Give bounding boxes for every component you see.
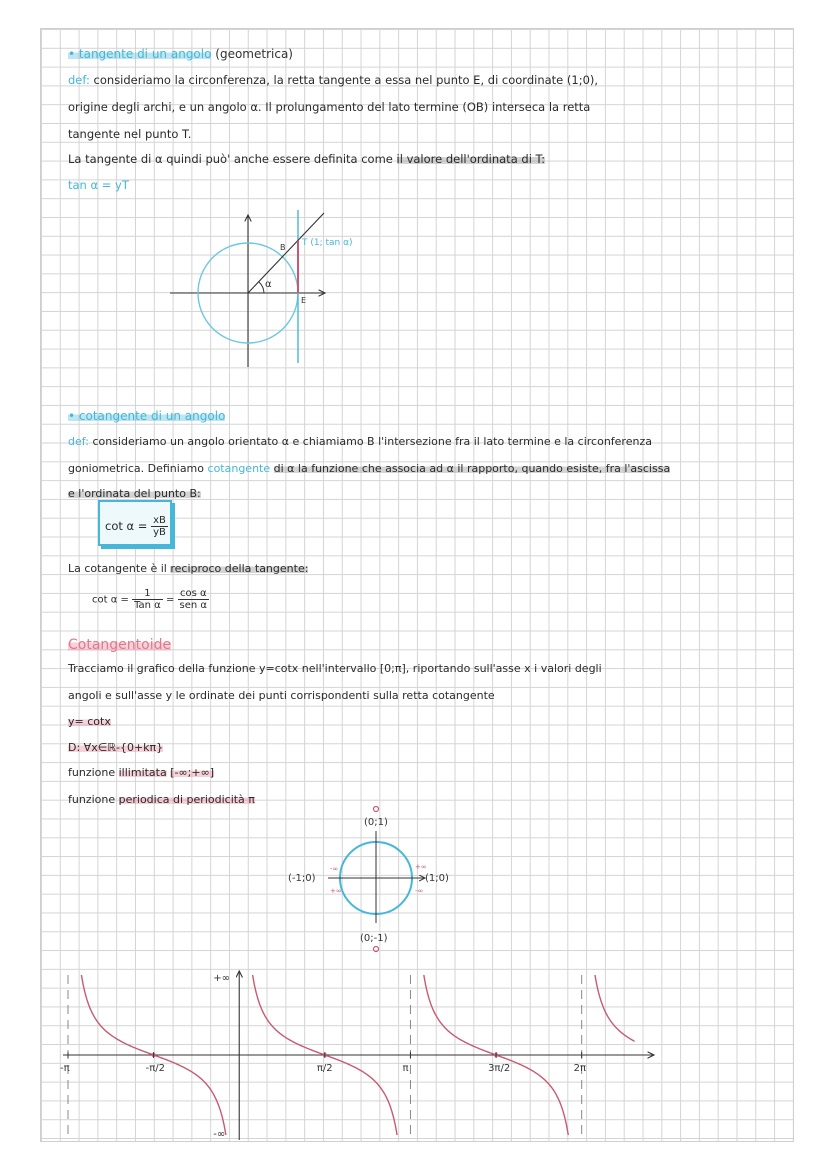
cotangent-definition-line2: goniometrica. Definiamo cotangente di α la funzione che associa ad α il rapporto, quando esiste, fra l'ascissa — [68, 462, 671, 475]
section-title-cotangentoid: Cotangentoide — [68, 637, 172, 653]
cotangent-definition-line3: e l'ordinata del punto B: — [68, 487, 201, 500]
tangent-definition-line3: tangente nel punto T. — [68, 127, 192, 141]
chart-x-tick-label-1: -π/2 — [145, 1063, 165, 1074]
fig2-open-point-bottom — [374, 947, 379, 952]
fig2-label-right: (1;0) — [425, 873, 449, 884]
tangent-definition-line1: def: consideriamo la circonferenza, la retta tangente a essa nel punto E, di coordinate (1;0), — [68, 73, 599, 87]
fig2-right-pos-inf: +∞ — [415, 863, 427, 871]
chart-series-3 — [595, 975, 635, 1041]
chart-x-tick-label-0: -π — [60, 1063, 70, 1074]
chart-x-tick-label-4: 3π/2 — [488, 1063, 511, 1074]
function-domain: D: ∀x∈ℝ-{0+kπ} — [68, 741, 164, 754]
chart-x-tick-label-2: π/2 — [316, 1063, 333, 1074]
section-title-tangent: • tangente di un angolo (geometrica) — [68, 47, 293, 61]
function-periodic: funzione periodica di periodicità π — [68, 793, 255, 806]
fig2-right-neg-inf: -∞ — [415, 887, 424, 895]
function-expression: y= cotx — [68, 715, 111, 728]
fig1-B-label: B — [280, 243, 286, 252]
reciprocal-sentence: La cotangente è il reciproco della tangente: — [68, 562, 309, 575]
fig2-label-bottom: (0;-1) — [360, 933, 388, 944]
reciprocal-formula: cot α = $\frac{1}{\text{Tan α}}$ = $\frac{\text{cos α}}{\text{sen α}}$ — [92, 588, 208, 611]
chart-x-tick-label-5: 2π — [573, 1063, 587, 1074]
fig1-E-label: E — [301, 296, 307, 305]
cotangent-circle-figure — [280, 805, 500, 955]
tangent-definition-line4: La tangente di α quindi può' anche essere definita come il valore dell'ordinata di T: — [68, 152, 546, 166]
chart-x-tick-label-3: π — [402, 1063, 409, 1074]
fig2-label-left: (-1;0) — [288, 873, 316, 884]
fig1-T-label: T (1; tan α) — [302, 238, 353, 248]
chart-y-label-pos-inf: +∞ — [213, 973, 230, 984]
fig2-label-top: (0;1) — [364, 817, 388, 828]
fig1-terminal-side — [248, 213, 324, 293]
tangent-formula: tan α = yT — [68, 178, 129, 192]
section-title-cotangent: • cotangente di un angolo — [68, 409, 226, 423]
cotangentoid-line2: angoli e sull'asse y le ordinate dei punti corrispondenti sulla retta cotangente — [68, 689, 495, 702]
function-unbounded: funzione illimitata [-∞;+∞] — [68, 766, 215, 779]
fig2-left-neg-inf: -∞ — [330, 865, 339, 873]
chart-y-label-neg-inf: -∞ — [213, 1129, 226, 1140]
cotangentoid-line1: Tracciamo il grafico della funzione y=cotx nell'intervallo [0;π], riportando sull'asse x i valori degli — [68, 662, 602, 675]
fig2-open-point-top — [374, 807, 379, 812]
tangent-unit-circle-figure — [160, 205, 360, 375]
fig1-angle-arc — [259, 282, 264, 293]
fig1-alpha-label: α — [265, 279, 272, 290]
tangent-definition-line2: origine degli archi, e un angolo α. Il prolungamento del lato termine (OB) interseca la retta — [68, 100, 591, 114]
cotangent-definition-line1: def: consideriamo un angolo orientato α e chiamiamo B l'intersezione fra il lato termine e la circonferenza — [68, 435, 652, 448]
cotangent-formula-box — [98, 500, 172, 546]
cotangentoid-chart — [60, 970, 780, 1140]
fig2-left-pos-inf: +∞ — [330, 887, 342, 895]
cotangent-formula: cot α = $\frac{xB}{yB}$ — [105, 515, 166, 538]
